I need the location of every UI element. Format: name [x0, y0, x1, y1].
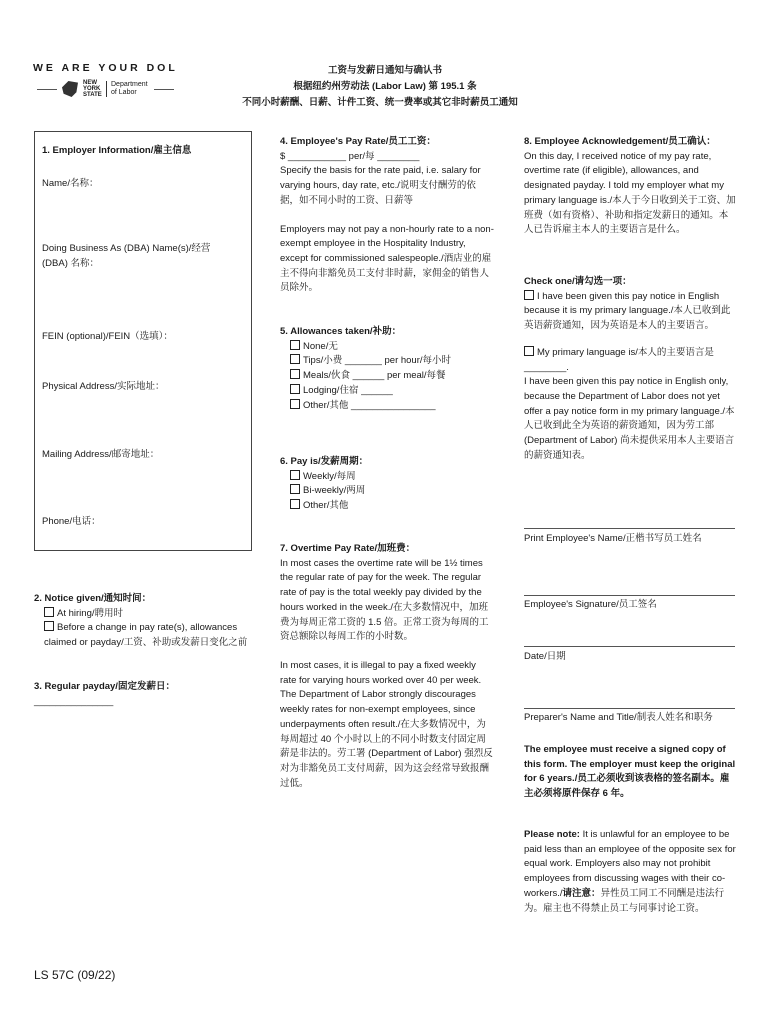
- checkbox[interactable]: [44, 621, 54, 631]
- employer-info-box: [34, 131, 252, 551]
- pay-biweekly[interactable]: [280, 484, 494, 499]
- language-option-english[interactable]: [524, 290, 736, 334]
- page-title: [242, 63, 520, 111]
- signature-line: [524, 708, 735, 709]
- overtime-para-1: In most cases the overtime rate will be 1½ times the regular rate of pay for the week. The regular rate of pay is the total weekly pay divided by the hours worked in the week./在大多数情况中，加班费为每周正常工资的 1.5 倍。正常工资为每周的工资总额除以每周工作的小时数。: [280, 557, 489, 643]
- allowance-label: Lodging/住宿 ______: [303, 384, 393, 396]
- checkbox[interactable]: [290, 399, 300, 409]
- allowance-none[interactable]: [280, 340, 494, 355]
- frequency-label: Other/其他: [303, 500, 349, 512]
- allowances-heading: 5. Allowances taken/补助：: [280, 326, 402, 337]
- pay-weekly[interactable]: [280, 470, 494, 485]
- logo-department: Department of Labor: [106, 81, 149, 96]
- checkbox[interactable]: [290, 470, 300, 480]
- allowance-meals[interactable]: [280, 369, 494, 384]
- allowance-tips[interactable]: [280, 354, 494, 369]
- employer-name-field[interactable]: Name/名称：: [42, 178, 99, 189]
- title-line: 不同小时薪酬、日薪、计件工资、统一费率或其它非时薪员工通知: [242, 97, 518, 109]
- physical-address-field[interactable]: Physical Address/实际地址：: [42, 381, 165, 392]
- print-name-label[interactable]: Print Employee's Name/正楷书写员工姓名: [524, 533, 702, 544]
- signature-line: [524, 646, 735, 647]
- checkbox[interactable]: [290, 384, 300, 394]
- frequency-label: Weekly/每周: [303, 470, 356, 482]
- allowances-section: [280, 325, 494, 413]
- option-label: At hiring/聘用时: [57, 607, 123, 619]
- employer-heading: 1. Employer Information/雇主信息: [42, 145, 192, 156]
- payday-heading: 3. Regular payday/固定发薪日：: [34, 681, 175, 692]
- ny-state-icon: [62, 81, 78, 97]
- payday-section: [34, 680, 254, 709]
- title-line: 工资与发薪日通知与确认书: [327, 65, 442, 76]
- language-option-other-text: I have been given this pay notice in English only, because the Department of Labor does not yet offer a pay notice form in my primary language./本人已收到此全为英语的薪资通知，因为劳工部 (Department of Labor) 尚未提供采用本人主要语言的薪资通知表。: [524, 376, 735, 461]
- dba-name-field[interactable]: Doing Business As (DBA) Name(s)/经营 (DBA) 名称：: [42, 243, 211, 269]
- please-note-text: It is unlawful for an employee to be paid less than an employee of the opposite sex for equal work. Employers also may not prohibit employees from discussing wages with their co-workers./: [524, 829, 736, 899]
- pay-rate-field[interactable]: $ ___________ per/每 ________: [280, 150, 420, 162]
- mailing-address-field[interactable]: Mailing Address/邮寄地址：: [42, 449, 160, 460]
- signature-line: [524, 595, 735, 596]
- logo-rule: [37, 89, 57, 90]
- notice-heading: 2. Notice given/通知时间：: [34, 593, 152, 604]
- pay-frequency-heading: 6. Pay is/发薪周期：: [280, 456, 369, 467]
- checkbox[interactable]: [290, 484, 300, 494]
- frequency-label: Bi-weekly/两周: [303, 485, 366, 497]
- allowance-other[interactable]: [280, 399, 494, 414]
- allowance-label: None/无: [303, 340, 338, 352]
- option-label: I have been given this pay notice in English because it is my primary language./本人已收到此英语薪资通知，因为英语是本人的主要语言。: [524, 290, 731, 332]
- allowance-label: Meals/伙食 ______ per meal/每餐: [303, 370, 446, 382]
- allowance-label: Tips/小费 _______ per hour/每小时: [303, 355, 452, 367]
- please-note-label: Please note:: [524, 829, 580, 840]
- title-line: 根据纽约州劳动法 (Labor Law) 第 195.1 条: [293, 81, 477, 93]
- checkbox[interactable]: [290, 340, 300, 350]
- option-label: My primary language is/本人的主要语言是 ________.: [524, 346, 714, 373]
- ack-para: On this day, I received notice of my pay rate, overtime rate (if eligible), allowances, and designated payday. I told my employer what my primary language is./本人于今日收到关于工资、加班费（如有资格）、补助和指定发薪日的通知。本人已告诉雇主本人的主要语言是什么。: [524, 150, 736, 236]
- notice-option-hiring[interactable]: [34, 607, 254, 622]
- overtime-para-2: In most cases, it is illegal to pay a fixed weekly rate for varying hours worked over 40 per week. The Department of Labor strongly discourages weekly rates for non-exempt employees, since underpayments often result./在大多数情况中，为每周超过 40 个小时以上的不同小时数支付固定周薪是非法的。劳工署 (Department of Labor) 强烈反对为非豁免员工支付周薪，因为这会经常导致报酬过低。: [280, 660, 493, 789]
- date-label[interactable]: Date/日期: [524, 651, 566, 662]
- please-note-cn: 异性员工同工不同酬是违法行为。雇主也不得禁止员工与同事讨论工资。: [524, 887, 725, 914]
- preparer-label[interactable]: Preparer's Name and Title/制表人姓名和职务: [524, 712, 713, 723]
- copy-notice: The employee must receive a signed copy of this form. The employer must keep the original for 6 years./员工必须收到该表格的签名副本。雇主必须将原件保存 6 年。: [524, 744, 736, 800]
- pay-rate-desc: Specify the basis for the rate paid, i.e. salary for varying hours, day rate, etc./说明支付酬劳的依据，如不同小时的工资、日薪等: [280, 165, 481, 206]
- checkbox[interactable]: [290, 369, 300, 379]
- acknowledgement-section: [524, 135, 736, 238]
- dol-logo: [37, 80, 174, 98]
- dol-tagline: WE ARE YOUR DOL: [33, 62, 178, 74]
- checkbox[interactable]: [524, 290, 534, 300]
- payday-field[interactable]: _______________: [34, 695, 114, 707]
- logo-nys: NEW YORK STATE: [83, 80, 102, 98]
- form-code: LS 57C (09/22): [34, 968, 116, 982]
- pay-other[interactable]: [280, 499, 494, 514]
- please-note: [524, 828, 736, 916]
- allowance-label: Other/其他 ________________: [303, 399, 436, 411]
- notice-option-change[interactable]: [34, 621, 254, 650]
- checkbox[interactable]: [290, 354, 300, 364]
- option-label: Before a change in pay rate(s), allowances claimed or payday/工资、补助或发薪日变化之前: [44, 622, 248, 649]
- notice-section: [34, 592, 254, 651]
- checkbox[interactable]: [44, 607, 54, 617]
- language-choice: [524, 275, 736, 464]
- overtime-section: [280, 542, 494, 792]
- phone-field[interactable]: Phone/电话：: [42, 516, 101, 527]
- check-one-heading: Check one/请勾选一项：: [524, 276, 632, 287]
- pay-rate-note: Employers may not pay a non-hourly rate to a non-exempt employee in the Hospitality Industry, except for commissioned salespeople./酒店业的雇主不得向非豁免员工支付非时薪，家佣金的销售人员除外。: [280, 223, 494, 294]
- checkbox[interactable]: [524, 346, 534, 356]
- please-note-cn-label: 请注意：: [562, 887, 601, 899]
- pay-frequency-section: [280, 455, 494, 514]
- language-option-other[interactable]: [524, 346, 736, 375]
- allowance-lodging[interactable]: [280, 384, 494, 399]
- overtime-heading: 7. Overtime Pay Rate/加班费：: [280, 543, 416, 554]
- ack-heading: 8. Employee Acknowledgement/员工确认：: [524, 136, 716, 147]
- pay-rate-heading: 4. Employee's Pay Rate/员工工资：: [280, 136, 436, 147]
- fein-field[interactable]: FEIN (optional)/FEIN（选填）：: [42, 331, 173, 342]
- checkbox[interactable]: [290, 499, 300, 509]
- signature-line: [524, 528, 735, 529]
- signature-label[interactable]: Employee's Signature/员工签名: [524, 599, 657, 610]
- pay-rate-section: [280, 135, 494, 296]
- logo-rule: [154, 89, 174, 90]
